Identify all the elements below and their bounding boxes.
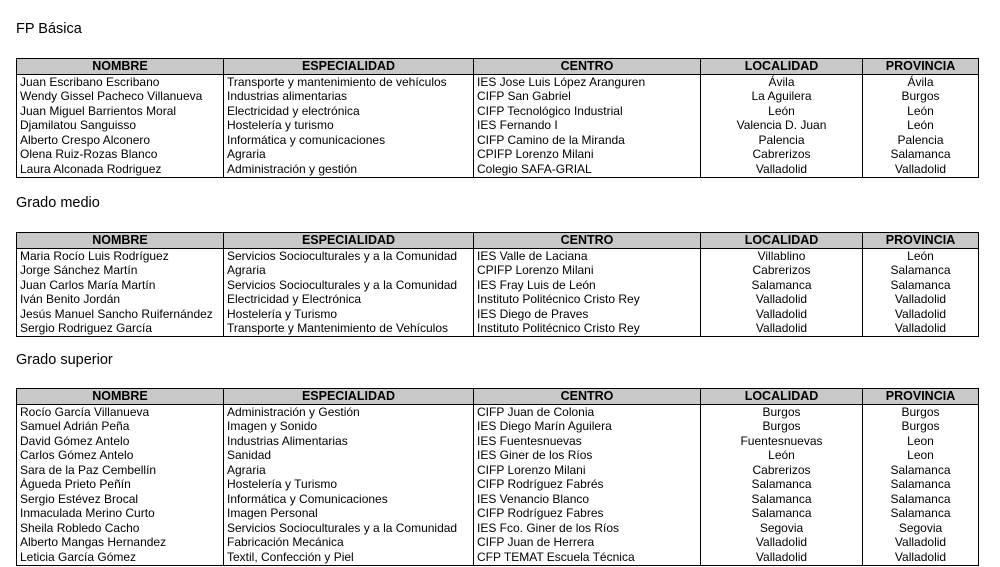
cell-provincia: Burgos <box>863 420 979 435</box>
cell-especialidad: Agraria <box>224 264 474 279</box>
cell-especialidad: Transporte y Mantenimiento de Vehículos <box>224 322 474 337</box>
cell-nombre: Juan Carlos María Martín <box>17 278 224 293</box>
table-row <box>17 536 979 551</box>
cell-centro: CPIFP Lorenzo Milani <box>474 264 701 279</box>
table-row <box>17 278 979 293</box>
cell-especialidad: Hostelería y Turismo <box>224 307 474 322</box>
cell-centro: IES Fray Luis de León <box>474 278 701 293</box>
cell-localidad: Cabrerizos <box>701 463 863 478</box>
cell-provincia: Salamanca <box>863 492 979 507</box>
cell-provincia: Leon <box>863 449 979 464</box>
cell-centro: IES Giner de los Ríos <box>474 449 701 464</box>
cell-centro: CIFP Lorenzo Milani <box>474 463 701 478</box>
column-header-localidad: LOCALIDAD <box>701 389 863 405</box>
cell-centro: CIFP Tecnológico Industrial <box>474 104 701 119</box>
table-row <box>17 75 979 90</box>
cell-provincia: Salamanca <box>863 507 979 522</box>
table-row <box>17 249 979 264</box>
column-header-provincia: PROVINCIA <box>863 233 979 249</box>
cell-provincia: Salamanca <box>863 148 979 163</box>
cell-centro: IES Fco. Giner de los Ríos <box>474 521 701 536</box>
cell-centro: IES Fuentesnuevas <box>474 434 701 449</box>
table-row <box>17 420 979 435</box>
cell-especialidad: Informática y Comunicaciones <box>224 492 474 507</box>
cell-provincia: Salamanca <box>863 264 979 279</box>
cell-localidad: Valladolid <box>701 162 863 177</box>
cell-centro: IES Diego Marín Aguilera <box>474 420 701 435</box>
cell-especialidad: Agraria <box>224 463 474 478</box>
cell-localidad: Palencia <box>701 133 863 148</box>
cell-localidad: Valladolid <box>701 550 863 565</box>
column-header-localidad: LOCALIDAD <box>701 59 863 75</box>
cell-provincia: Segovia <box>863 521 979 536</box>
cell-especialidad: Imagen y Sonido <box>224 420 474 435</box>
column-header-nombre: NOMBRE <box>17 59 224 75</box>
column-header-centro: CENTRO <box>474 389 701 405</box>
cell-localidad: Villablino <box>701 249 863 264</box>
cell-centro: Instituto Politécnico Cristo Rey <box>474 293 701 308</box>
cell-nombre: Rocío García Villanueva <box>17 405 224 420</box>
cell-provincia: Burgos <box>863 90 979 105</box>
table-row <box>17 449 979 464</box>
cell-especialidad: Sanidad <box>224 449 474 464</box>
cell-nombre: Jesús Manuel Sancho Ruifernández <box>17 307 224 322</box>
cell-nombre: Jorge Sánchez Martín <box>17 264 224 279</box>
cell-localidad: Valladolid <box>701 322 863 337</box>
table-row <box>17 492 979 507</box>
cell-especialidad: Servicios Socioculturales y a la Comunidad <box>224 249 474 264</box>
cell-especialidad: Informática y comunicaciones <box>224 133 474 148</box>
cell-especialidad: Servicios Socioculturales y a la Comunidad <box>224 278 474 293</box>
cell-nombre: David Gómez Antelo <box>17 434 224 449</box>
cell-centro: IES Valle de Laciana <box>474 249 701 264</box>
cell-localidad: Fuentesnuevas <box>701 434 863 449</box>
cell-centro: CFP TEMAT Escuela Técnica <box>474 550 701 565</box>
table-grado-medio <box>16 232 979 337</box>
cell-centro: CIFP San Gabriel <box>474 90 701 105</box>
table-row <box>17 148 979 163</box>
cell-especialidad: Textil, Confección y Piel <box>224 550 474 565</box>
cell-provincia: León <box>863 249 979 264</box>
cell-centro: CIFP Rodríguez Fabres <box>474 507 701 522</box>
cell-centro: IES Fernando I <box>474 119 701 134</box>
column-header-nombre: NOMBRE <box>17 233 224 249</box>
cell-provincia: León <box>863 104 979 119</box>
cell-localidad: León <box>701 449 863 464</box>
column-header-provincia: PROVINCIA <box>863 389 979 405</box>
cell-localidad: Valladolid <box>701 293 863 308</box>
cell-especialidad: Electricidad y Electrónica <box>224 293 474 308</box>
cell-nombre: Juan Miguel Barrientos Moral <box>17 104 224 119</box>
cell-provincia: Valladolid <box>863 536 979 551</box>
cell-provincia: Valladolid <box>863 322 979 337</box>
table-row <box>17 507 979 522</box>
table-header-row <box>17 233 979 249</box>
cell-localidad: Salamanca <box>701 478 863 493</box>
cell-nombre: Olena Ruiz-Rozas Blanco <box>17 148 224 163</box>
cell-provincia: Palencia <box>863 133 979 148</box>
cell-especialidad: Electricidad y electrónica <box>224 104 474 119</box>
column-header-especialidad: ESPECIALIDAD <box>224 59 474 75</box>
table-row <box>17 307 979 322</box>
cell-nombre: Samuel Adrián Peña <box>17 420 224 435</box>
cell-nombre: Leticia García Gómez <box>17 550 224 565</box>
table-row <box>17 90 979 105</box>
cell-centro: CIFP Camino de la Miranda <box>474 133 701 148</box>
cell-nombre: Djamilatou Sanguisso <box>17 119 224 134</box>
cell-provincia: Ávila <box>863 75 979 90</box>
cell-centro: IES Jose Luis López Aranguren <box>474 75 701 90</box>
table-row <box>17 162 979 177</box>
cell-centro: Colegio SAFA-GRIAL <box>474 162 701 177</box>
cell-especialidad: Hostelería y Turismo <box>224 478 474 493</box>
cell-nombre: Laura Alconada Rodriguez <box>17 162 224 177</box>
table-row <box>17 463 979 478</box>
table-row <box>17 521 979 536</box>
cell-nombre: Iván Benito Jordán <box>17 293 224 308</box>
cell-localidad: Cabrerizos <box>701 148 863 163</box>
cell-especialidad: Agraria <box>224 148 474 163</box>
cell-nombre: Juan Escribano Escribano <box>17 75 224 90</box>
cell-localidad: Salamanca <box>701 492 863 507</box>
cell-provincia: Salamanca <box>863 463 979 478</box>
cell-localidad: Cabrerizos <box>701 264 863 279</box>
table-row <box>17 405 979 420</box>
cell-nombre: Alberto Mangas Hernandez <box>17 536 224 551</box>
cell-localidad: Segovia <box>701 521 863 536</box>
table-grado-superior <box>16 388 979 566</box>
table-row <box>17 119 979 134</box>
cell-provincia: Leon <box>863 434 979 449</box>
cell-nombre: Sheila Robledo Cacho <box>17 521 224 536</box>
column-header-provincia: PROVINCIA <box>863 59 979 75</box>
table-row <box>17 550 979 565</box>
cell-nombre: Carlos Gómez Antelo <box>17 449 224 464</box>
cell-especialidad: Administración y gestión <box>224 162 474 177</box>
table-row <box>17 264 979 279</box>
cell-localidad: Valladolid <box>701 536 863 551</box>
table-row <box>17 322 979 337</box>
cell-provincia: Valladolid <box>863 162 979 177</box>
cell-centro: CPIFP Lorenzo Milani <box>474 148 701 163</box>
cell-provincia: Burgos <box>863 405 979 420</box>
cell-nombre: Alberto Crespo Alconero <box>17 133 224 148</box>
cell-especialidad: Industrias Alimentarias <box>224 434 474 449</box>
column-header-centro: CENTRO <box>474 59 701 75</box>
cell-provincia: Salamanca <box>863 478 979 493</box>
cell-especialidad: Administración y Gestión <box>224 405 474 420</box>
cell-centro: IES Diego de Praves <box>474 307 701 322</box>
cell-localidad: Salamanca <box>701 507 863 522</box>
cell-provincia: Valladolid <box>863 293 979 308</box>
cell-localidad: Ávila <box>701 75 863 90</box>
cell-provincia: Valladolid <box>863 550 979 565</box>
cell-localidad: Valencia D. Juan <box>701 119 863 134</box>
cell-nombre: Águeda Prieto Peñín <box>17 478 224 493</box>
cell-centro: Instituto Politécnico Cristo Rey <box>474 322 701 337</box>
column-header-nombre: NOMBRE <box>17 389 224 405</box>
cell-nombre: Wendy Gissel Pacheco Villanueva <box>17 90 224 105</box>
cell-provincia: Valladolid <box>863 307 979 322</box>
cell-localidad: Valladolid <box>701 307 863 322</box>
cell-centro: IES Venancio Blanco <box>474 492 701 507</box>
table-row <box>17 434 979 449</box>
cell-especialidad: Industrias alimentarias <box>224 90 474 105</box>
table-header-row <box>17 59 979 75</box>
table-row <box>17 293 979 308</box>
cell-especialidad: Hostelería y turismo <box>224 119 474 134</box>
cell-nombre: Sergio Estévez Brocal <box>17 492 224 507</box>
column-header-localidad: LOCALIDAD <box>701 233 863 249</box>
cell-especialidad: Fabricación Mecánica <box>224 536 474 551</box>
cell-especialidad: Servicios Socioculturales y a la Comunidad <box>224 521 474 536</box>
table-fp-basica <box>16 58 979 178</box>
section-title-grado-medio: Grado medio <box>16 195 100 211</box>
column-header-especialidad: ESPECIALIDAD <box>224 233 474 249</box>
cell-localidad: León <box>701 104 863 119</box>
cell-provincia: León <box>863 119 979 134</box>
column-header-centro: CENTRO <box>474 233 701 249</box>
section-title-fp-basica: FP Básica <box>16 21 82 37</box>
table-row <box>17 133 979 148</box>
cell-centro: CIFP Juan de Colonia <box>474 405 701 420</box>
cell-centro: CIFP Juan de Herrera <box>474 536 701 551</box>
cell-nombre: Sara de la Paz Cembellín <box>17 463 224 478</box>
cell-especialidad: Imagen Personal <box>224 507 474 522</box>
cell-nombre: Sergio Rodriguez García <box>17 322 224 337</box>
cell-especialidad: Transporte y mantenimiento de vehículos <box>224 75 474 90</box>
table-header-row <box>17 389 979 405</box>
cell-centro: CIFP Rodríguez Fabrés <box>474 478 701 493</box>
cell-nombre: Inmaculada Merino Curto <box>17 507 224 522</box>
cell-localidad: Burgos <box>701 420 863 435</box>
cell-provincia: Salamanca <box>863 278 979 293</box>
cell-localidad: La Aguilera <box>701 90 863 105</box>
cell-nombre: Maria Rocío Luis Rodríguez <box>17 249 224 264</box>
table-row <box>17 104 979 119</box>
section-title-grado-superior: Grado superior <box>16 352 113 368</box>
cell-localidad: Salamanca <box>701 278 863 293</box>
cell-localidad: Burgos <box>701 405 863 420</box>
column-header-especialidad: ESPECIALIDAD <box>224 389 474 405</box>
table-row <box>17 478 979 493</box>
